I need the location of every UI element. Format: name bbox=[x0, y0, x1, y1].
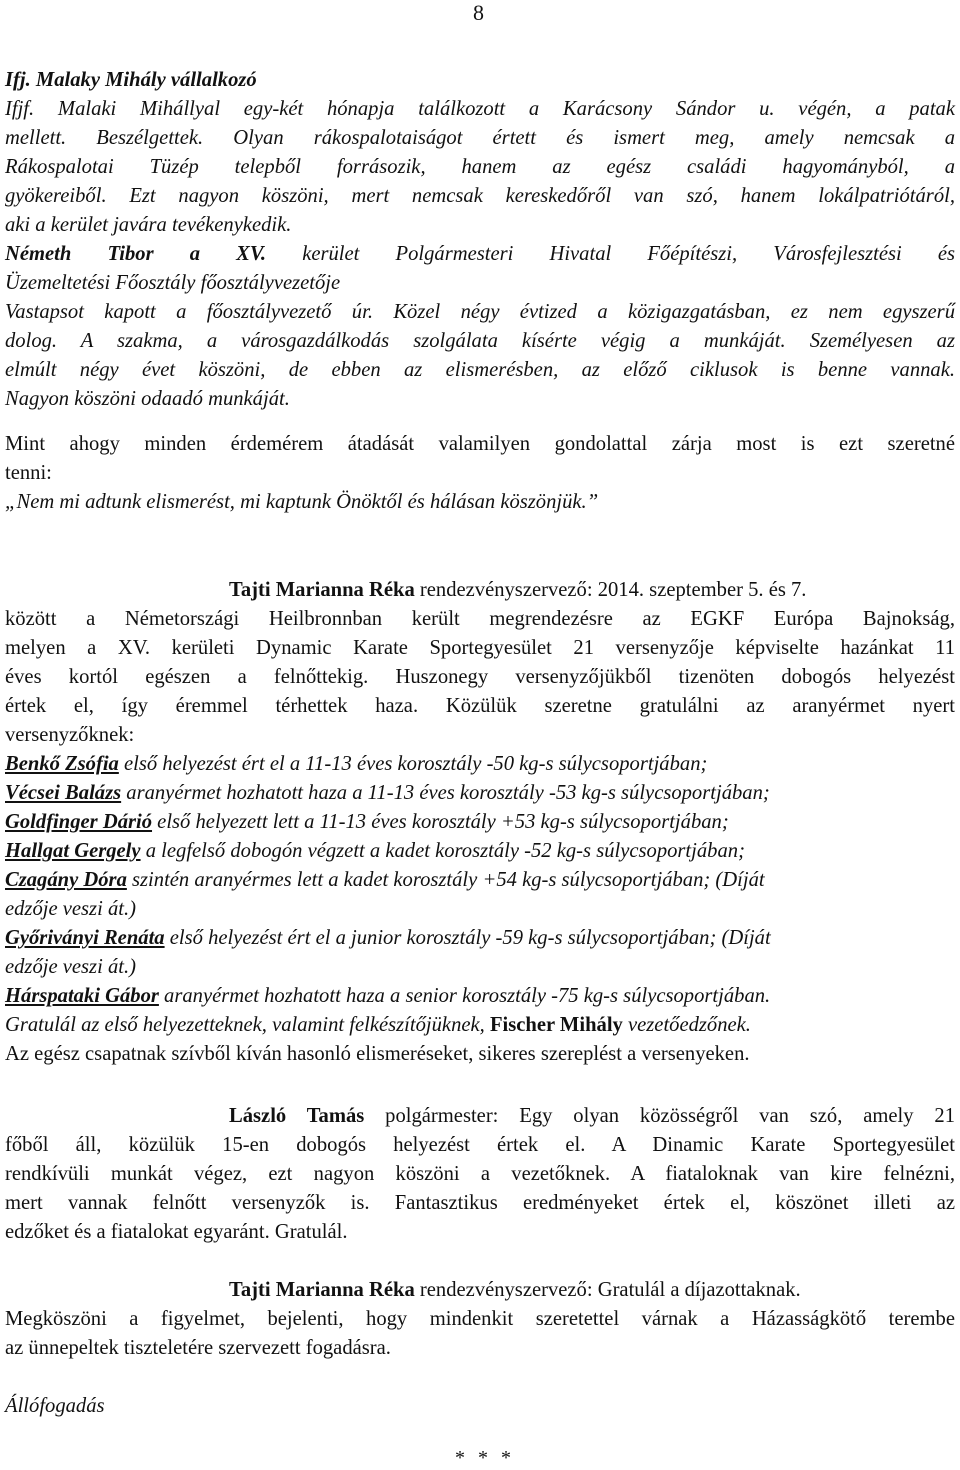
honoree-name: Németh Tibor a XV. bbox=[5, 243, 267, 265]
athlete-line: Hárspataki Gábor aranyérmet hozhatott haza a senior korosztály -75 kg-s súlycsoportjában. bbox=[5, 985, 771, 1007]
speaker-name: Tajti Marianna Réka bbox=[229, 1279, 415, 1301]
section-mayor bbox=[5, 1102, 955, 1247]
section-closing-thought bbox=[5, 430, 955, 517]
text-line: gyökereiből. Ezt nagyon köszöni, mert nemcsak kereskedőről van szó, hanem lokálpatriótáról, bbox=[5, 185, 955, 207]
text-line: dolog. A szakma, a városgazdálkodás szolgálata kísérte végig a munkáját. Személyesen az bbox=[5, 330, 955, 352]
text-line: Üzemeltetési Főosztály főosztályvezetője bbox=[5, 272, 341, 294]
page-number: 8 bbox=[473, 0, 484, 25]
text-line: Tajti Marianna Réka rendezvényszervező: Gratulál a díjazottaknak. bbox=[229, 1279, 801, 1301]
text-line: főből áll, közülük 15-en dobogós helyezést értek el. A Dinamic Karate Sportegyesület bbox=[5, 1134, 955, 1156]
text-line: rendkívüli munkát végez, ezt nagyon köszöni a vezetőknek. A fiataloknak van kire felnézni, bbox=[5, 1163, 955, 1185]
text-line: László Tamás polgármester: Egy olyan közösségről van szó, amely 21 bbox=[229, 1105, 955, 1127]
text-line: Tajti Marianna Réka rendezvényszervező: 2014. szeptember 5. és 7. bbox=[229, 579, 807, 601]
section-nemeth bbox=[5, 240, 955, 414]
athlete-line: Czagány Dóra szintén aranyérmes lett a kadet korosztály +54 kg-s súlycsoportjában; (Díját bbox=[5, 869, 765, 891]
text-line: edzőket és a fiatalokat egyaránt. Gratulál. bbox=[5, 1221, 348, 1243]
text-line: Vastapsot kapott a főosztályvezető úr. Közel négy évtized a közigazgatásban, ez nem egyszerű bbox=[5, 301, 955, 323]
athlete-line: Benkő Zsófia első helyezést ért el a 11-13 éves korosztály -50 kg-s súlycsoportjában; bbox=[5, 753, 708, 775]
text-line: az ünnepeltek tiszteletére szervezett fogadásra. bbox=[5, 1337, 391, 1359]
honoree-name: Ifj. Malaky Mihály vállalkozó bbox=[5, 69, 257, 91]
athlete-line: Győriványi Renáta első helyezést ért el a junior korosztály -59 kg-s súlycsoportjában; (Díját bbox=[5, 927, 771, 949]
closing-note: Állófogadás bbox=[5, 1395, 105, 1417]
text-line: között a Németországi Heilbronnban került megrendezésre az EGKF Európa Bajnokság, bbox=[5, 608, 955, 630]
text-line: Nagyon köszöni odaadó munkáját. bbox=[5, 388, 290, 410]
section-malaky bbox=[5, 66, 955, 240]
speaker-name: Tajti Marianna Réka bbox=[229, 579, 415, 601]
athlete-name: Hárspataki Gábor bbox=[5, 985, 159, 1007]
text-line: Ifjf. Malaki Mihállyal egy-két hónapja találkozott a Karácsony Sándor u. végén, a patak bbox=[5, 98, 955, 120]
text-line: éves kortól egészen a felnőttekig. Huszonegy versenyzőjükből tizenöten dobogós helyezést bbox=[5, 666, 955, 688]
athlete-line: Goldfinger Dárió első helyezett lett a 11-13 éves korosztály +53 kg-s súlycsoportjában; bbox=[5, 811, 729, 833]
text-line: aki a kerület javára tevékenykedik. bbox=[5, 214, 292, 236]
athlete-name: Győriványi Renáta bbox=[5, 927, 165, 949]
athlete-name: Vécsei Balázs bbox=[5, 782, 122, 804]
text-line: Az egész csapatnak szívből kíván hasonló elismeréseket, sikeres szereplést a versenyeken. bbox=[5, 1043, 750, 1065]
text-line: Gratulál az első helyezetteknek, valamint felkészítőjüknek, Fischer Mihály vezetőedzőnek. bbox=[5, 1014, 751, 1036]
athlete-name: Benkő Zsófia bbox=[5, 753, 119, 775]
speaker-name: László Tamás bbox=[229, 1105, 365, 1127]
section-separator: * * * bbox=[455, 1447, 515, 1469]
text-line: Mint ahogy minden érdemérem átadását valamilyen gondolattal zárja most is ezt szeretné bbox=[5, 433, 955, 455]
athlete-line-cont: edzője veszi át.) bbox=[5, 898, 136, 920]
athlete-name: Czagány Dóra bbox=[5, 869, 127, 891]
section-karate-results bbox=[5, 576, 955, 1069]
athlete-line-cont: edzője veszi át.) bbox=[5, 956, 136, 978]
text-line: versenyzőknek: bbox=[5, 724, 135, 746]
athlete-line: Vécsei Balázs aranyérmet hozhatott haza a 11-13 éves korosztály -53 kg-s súlycsoportjában; bbox=[5, 782, 770, 804]
section-organizer-close bbox=[5, 1276, 955, 1363]
text-line: melyen a XV. kerületi Dynamic Karate Sportegyesület 21 versenyzője képviselte hazánkat 11 bbox=[5, 637, 955, 659]
athlete-name: Hallgat Gergely bbox=[5, 840, 141, 862]
text-line: tenni: bbox=[5, 462, 52, 484]
text-line: Németh Tibor a XV. kerület Polgármesteri Hivatal Főépítészi, Városfejlesztési és bbox=[5, 243, 956, 265]
text-line: Rákospalotai Tüzép telepből forrásozik, hanem az egész családi hagyományból, a bbox=[5, 156, 955, 178]
text-line: Megköszöni a figyelmet, bejelenti, hogy mindenkit szeretettel várnak a Házasságkötő terembe bbox=[5, 1308, 955, 1330]
text-line: mert vannak felnőtt versenyzők is. Fantasztikus eredményeket értek el, köszönet illeti az bbox=[5, 1192, 955, 1214]
quote: „Nem mi adtunk elismerést, mi kaptunk Önöktől és hálásan köszönjük.” bbox=[5, 491, 599, 513]
text-line: mellett. Beszélgettek. Olyan rákospalotaiságot értett és ismert meg, amely nemcsak a bbox=[5, 127, 955, 149]
athlete-name: Goldfinger Dárió bbox=[5, 811, 153, 833]
text-line: elmúlt négy évet köszöni, de ebben az elismerésben, az előző ciklusok is benne vannak. bbox=[5, 359, 955, 381]
athlete-line: Hallgat Gergely a legfelső dobogón végzett a kadet korosztály -52 kg-s súlycsoportjában; bbox=[5, 840, 745, 862]
text-line: értek el, így éremmel térhettek haza. Közülük szeretne gratulálni az aranyérmet nyert bbox=[5, 695, 955, 717]
coach-name: Fischer Mihály bbox=[489, 1014, 623, 1036]
